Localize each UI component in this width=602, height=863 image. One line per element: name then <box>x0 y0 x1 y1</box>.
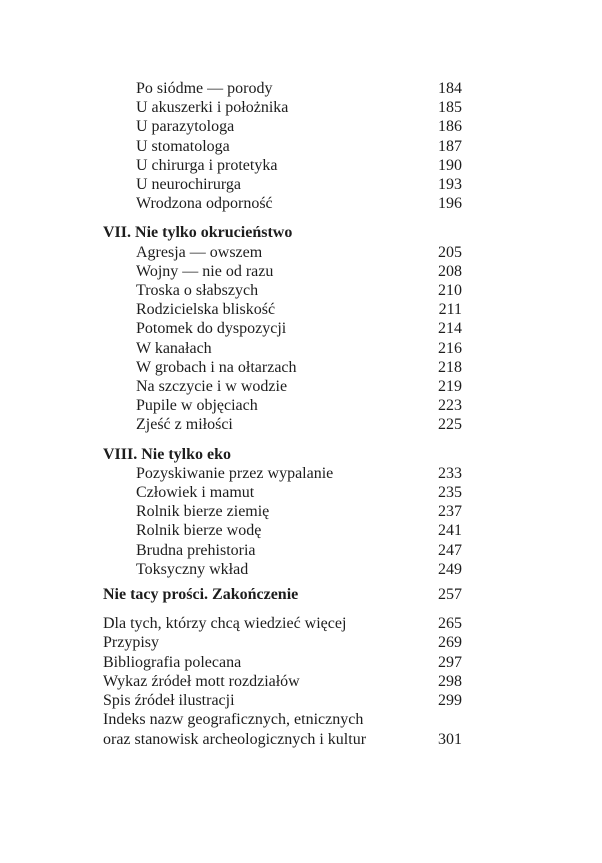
toc-entry-page-number: 233 <box>438 464 462 482</box>
toc-entry-page-number: 184 <box>438 80 462 97</box>
toc-entry <box>103 415 462 434</box>
toc-entry-page-number: 208 <box>438 262 462 280</box>
toc-entry-label: U parazytologa <box>136 118 235 136</box>
toc-entry-page-number: 196 <box>438 195 462 213</box>
toc-entry <box>103 79 462 98</box>
toc-entry-page-number: 211 <box>438 301 462 319</box>
toc-entry-label: Spis źródeł ilustracji <box>103 692 235 710</box>
toc-entry <box>103 243 462 262</box>
toc-entry <box>103 281 462 300</box>
toc-entry-page-number: 214 <box>438 320 462 338</box>
toc-entry-page-number: 205 <box>438 243 462 261</box>
toc-entry-page-number: 237 <box>438 503 462 521</box>
toc-entry-label: W kanałach <box>136 339 212 357</box>
toc-entry-page-number: 301 <box>438 730 462 748</box>
toc-entry-label: Brudna prehistoria <box>136 541 256 559</box>
toc-entry-page-number: 297 <box>438 653 462 671</box>
toc-entry <box>103 653 462 672</box>
toc-entry-page-number: 216 <box>438 339 462 357</box>
toc-entry-label: Rodzicielska bliskość <box>136 301 276 319</box>
toc-entry-page-number: 187 <box>438 137 462 155</box>
toc-entry-label: Przypisy <box>103 634 159 652</box>
toc-entry <box>103 464 462 483</box>
table-of-contents <box>103 79 462 749</box>
toc-entry <box>103 691 462 710</box>
toc-entry <box>103 300 462 319</box>
toc-entry-label: Dla tych, którzy chcą wiedzieć więcej <box>103 615 347 633</box>
toc-entry-label: Troska o słabszych <box>136 282 259 300</box>
toc-entry <box>103 633 462 652</box>
toc-entry-label-line: Indeks nazw geograficznych, etnicznych <box>103 711 364 729</box>
toc-entry-page-number: 235 <box>438 484 462 502</box>
toc-entry-label: U neurochirurga <box>136 176 241 194</box>
toc-entry-label: Toksyczny wkład <box>136 560 249 578</box>
toc-entry <box>103 137 462 156</box>
toc-entry-label <box>103 710 366 748</box>
toc-entry-label: Wrodzona odporność <box>136 195 273 213</box>
toc-entry-page-number: 190 <box>438 156 462 174</box>
toc-entry-label: Człowiek i mamut <box>136 484 255 502</box>
toc-section-header: VII. Nie tylko okrucieństwo <box>103 224 293 242</box>
toc-entry <box>103 710 462 748</box>
toc-entry <box>103 339 462 358</box>
toc-entry <box>103 521 462 540</box>
toc-section <box>103 223 462 434</box>
toc-block <box>103 614 462 748</box>
toc-entry <box>103 98 462 117</box>
toc-entry <box>103 117 462 136</box>
toc-entry <box>103 560 462 579</box>
toc-entry-label: U chirurga i protetyka <box>136 156 278 174</box>
toc-section-header: VIII. Nie tylko eko <box>103 445 232 463</box>
toc-entry-page-number: 193 <box>438 176 462 194</box>
toc-block <box>103 79 462 213</box>
toc-section <box>103 445 462 579</box>
toc-entry-label: Bibliografia polecana <box>103 653 242 671</box>
toc-entry <box>103 614 462 633</box>
toc-entry-label: Po siódme — porody <box>136 80 273 97</box>
toc-entry-page-number: 223 <box>438 397 462 415</box>
toc-entry-page-number: 269 <box>438 634 462 652</box>
toc-entry-page-number: 247 <box>438 541 462 559</box>
toc-entry-page-number: 241 <box>438 522 462 540</box>
toc-entry <box>103 672 462 691</box>
toc-entry-page-number: 218 <box>438 358 462 376</box>
toc-entry-page-number: 219 <box>438 378 462 396</box>
toc-entry-label: Rolnik bierze wodę <box>136 522 262 540</box>
toc-entry-label: Pupile w objęciach <box>136 397 258 415</box>
toc-entry <box>103 262 462 281</box>
toc-entry-page-number: 265 <box>438 615 462 633</box>
toc-entry <box>103 502 462 521</box>
toc-entry <box>103 541 462 560</box>
toc-block <box>103 585 462 604</box>
toc-entry-label: U stomatologa <box>136 137 230 155</box>
toc-entry <box>103 483 462 502</box>
toc-entry-page-number: 210 <box>438 282 462 300</box>
toc-entry <box>103 358 462 377</box>
toc-entry <box>103 319 462 338</box>
toc-entry-label: W grobach i na ołtarzach <box>136 358 297 376</box>
toc-entry-label: Pozyskiwanie przez wypalanie <box>136 464 334 482</box>
toc-entry <box>103 396 462 415</box>
toc-entry-label: Na szczycie i w wodzie <box>136 378 288 396</box>
toc-entry-label: Rolnik bierze ziemię <box>136 503 270 521</box>
toc-entry-label: Potomek do dyspozycji <box>136 320 287 338</box>
toc-entry-label: Agresja — owszem <box>136 243 263 261</box>
toc-entry-page-number: 225 <box>438 416 462 434</box>
toc-entry <box>103 194 462 213</box>
toc-entry <box>103 585 462 604</box>
toc-entry-page-number: 299 <box>438 692 462 710</box>
toc-entry-label: Nie tacy prości. Zakończenie <box>103 586 299 604</box>
toc-entry <box>103 377 462 396</box>
toc-entry <box>103 175 462 194</box>
toc-entry-label: Wojny — nie od razu <box>136 262 274 280</box>
toc-entry-page-number: 298 <box>438 672 462 690</box>
toc-entry-page-number: 185 <box>438 99 462 117</box>
toc-entry <box>103 156 462 175</box>
toc-entry-page-number: 186 <box>438 118 462 136</box>
toc-entry-label: U akuszerki i położnika <box>136 99 289 117</box>
toc-entry-page-number: 249 <box>438 560 462 578</box>
toc-entry-page-number: 257 <box>438 586 462 604</box>
toc-entry-label-line: oraz stanowisk archeologicznych i kultur <box>103 730 367 748</box>
toc-entry-label: Zjeść z miłości <box>136 416 233 434</box>
toc-entry-label: Wykaz źródeł mott rozdziałów <box>103 672 300 690</box>
